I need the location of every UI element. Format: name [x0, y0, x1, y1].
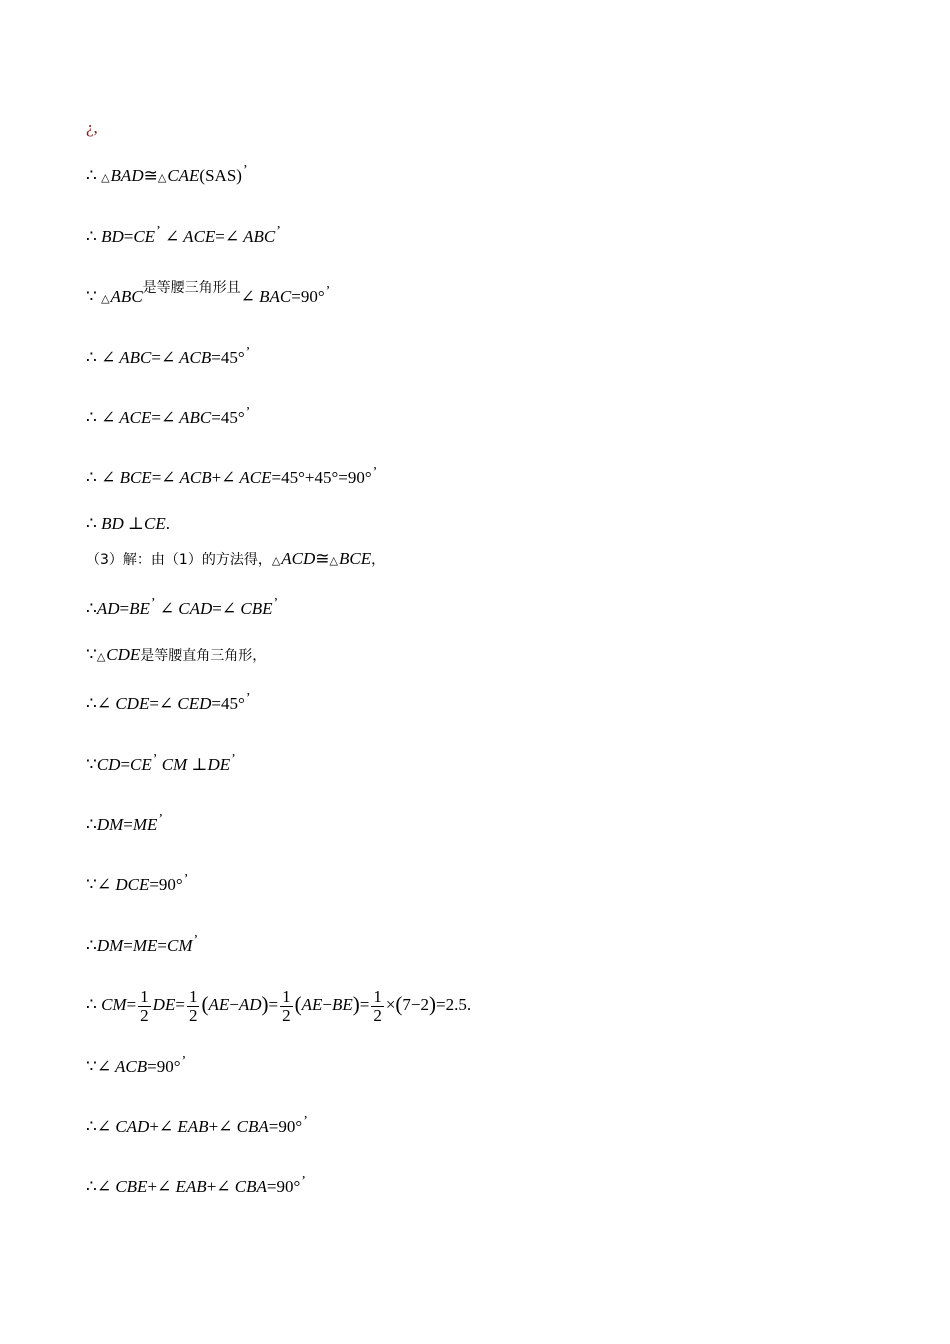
minus-sign: −: [229, 995, 239, 1014]
part-3-intro: （3）解：由（1）的方法得，: [86, 552, 272, 568]
therefore-symbol: ∴: [86, 936, 97, 955]
proof-line-5: ∴ ∠ ACE=∠ ABC=45°’: [86, 405, 251, 427]
angle-acb: ∠ ACB: [161, 468, 212, 487]
because-symbol: ∵: [86, 287, 97, 306]
angle-abc: ∠ ABC: [160, 408, 212, 427]
isosceles-text: 是等腰三角形且: [142, 280, 241, 296]
proof-line-15: ∴DM=ME=CM’: [86, 933, 199, 955]
triangle-icon: △: [271, 555, 281, 567]
angle-eab: ∠ EAB: [157, 1177, 207, 1196]
angle-cbe: ∠ CBE: [96, 1177, 148, 1196]
because-symbol: ∵: [86, 755, 97, 774]
perpendicular-symbol: ⊥: [191, 755, 208, 774]
proof-line-19: ∴∠ CBE+∠ EAB+∠ CBA=90°’: [86, 1174, 306, 1196]
angle-cad: ∠ CAD: [96, 1117, 150, 1136]
angle-value: 45°: [220, 348, 245, 367]
therefore-symbol: ∴: [86, 468, 97, 487]
segment-be: BE: [331, 995, 353, 1014]
therefore-symbol: ∴: [86, 694, 97, 713]
perpendicular-symbol: ⊥: [128, 514, 144, 533]
proof-line-7: [86, 514, 170, 534]
because-symbol: ∵: [86, 875, 97, 894]
angle-ced: ∠ CED: [158, 694, 212, 713]
therefore-symbol: ∴: [86, 348, 97, 367]
angle-acb: ∠ ACB: [160, 348, 212, 367]
therefore-symbol: ∴: [86, 227, 97, 246]
proof-line-13: ∴DM=ME’: [86, 812, 164, 834]
proof-line-17: ∵∠ ACB=90°’: [86, 1054, 187, 1076]
therefore-symbol: ∴: [86, 1177, 97, 1196]
triangle-bce: BCE: [339, 549, 372, 568]
period: .: [466, 995, 472, 1014]
triangle-cae: CAE: [167, 166, 200, 185]
congruent-symbol: ≅: [315, 549, 330, 568]
proof-line-1: ∴ △BAD≅△CAE(SAS)’: [86, 163, 248, 185]
angle-value: 90°: [278, 1117, 303, 1136]
segment-cd: CD: [96, 755, 121, 774]
therefore-symbol: ∴: [86, 995, 97, 1014]
segment-me: ME: [132, 815, 158, 834]
angle-abc: ∠ ABC: [101, 348, 152, 367]
segment-dm: DM: [96, 815, 124, 834]
segment-me: ME: [132, 936, 158, 955]
therefore-symbol: ∴: [86, 408, 97, 427]
proof-line-14: ∵∠ DCE=90°’: [86, 872, 189, 894]
angle-abc: ∠ ABC: [224, 227, 276, 246]
angle-ace: ∠ ACE: [165, 227, 216, 246]
therefore-symbol: ∴: [86, 1117, 97, 1136]
triangle-icon: △: [101, 293, 110, 305]
triangle-icon: △: [157, 172, 167, 184]
angle-sum: 45°+45°=90°: [281, 468, 372, 487]
angle-value: 90°: [156, 1057, 181, 1076]
proof-line-6: ∴ ∠ BCE=∠ ACB+∠ ACE=45°+45°=90°’: [86, 465, 378, 487]
angle-value: 90°: [158, 875, 183, 894]
fraction-half: $\frac{1}{2}$: [188, 986, 198, 1025]
because-symbol: ∵: [86, 1057, 97, 1076]
number-2: 2: [420, 995, 430, 1014]
angle-value: 90°: [276, 1177, 301, 1196]
fraction-half: $\frac{1}{2}$: [140, 986, 149, 1025]
angle-bac: ∠ BAC: [240, 287, 292, 306]
triangle-acd: ACD: [281, 549, 316, 568]
segment-de: DE: [152, 995, 176, 1014]
segment-cm: CM: [101, 995, 127, 1014]
triangle-cde: CDE: [106, 645, 141, 664]
angle-cad: ∠ CAD: [159, 599, 213, 618]
angle-cba: ∠ CBA: [216, 1177, 267, 1196]
proof-line-8: [86, 549, 385, 571]
segment-cm: CM: [167, 936, 193, 955]
because-symbol: ∵: [86, 645, 97, 664]
angle-cbe: ∠ CBE: [221, 599, 273, 618]
therefore-symbol: ∴: [86, 599, 97, 618]
stray-mark: ¿,: [86, 118, 98, 137]
angle-value: 45°: [221, 694, 245, 713]
segment-ad: AD: [238, 995, 262, 1014]
angle-eab: ∠ EAB: [158, 1117, 209, 1136]
proof-line-16: ∴ CM= $\frac{1}{2}$ DE= $\frac{1}{2}$ (AE−AD)= $\frac{1}{2}$ (AE−BE)= $\frac{1}{2}$ ×(7−2)=2.5.: [86, 986, 472, 1025]
segment-ad: AD: [96, 599, 120, 618]
segment-ce: CE: [130, 755, 152, 774]
angle-acb: ∠ ACB: [96, 1057, 148, 1076]
isosceles-right-text: 是等腰直角三角形，: [140, 648, 267, 664]
comma: ，: [371, 552, 386, 568]
angle-ace: ∠ ACE: [221, 468, 272, 487]
angle-cde: ∠ CDE: [96, 694, 150, 713]
segment-be: BE: [129, 599, 150, 618]
proof-line-10: [86, 645, 266, 667]
therefore-symbol: ∴: [86, 514, 97, 533]
proof-line-12: ∵CD=CE’ CM ⊥DE’: [86, 752, 236, 774]
proof-line-11: ∴∠ CDE=∠ CED=45°’: [86, 691, 251, 713]
minus-sign: −: [410, 995, 421, 1014]
angle-value: 90°: [300, 287, 325, 306]
triangle-icon: △: [101, 172, 110, 184]
segment-de: DE: [207, 755, 231, 774]
angle-value: 45°: [220, 408, 245, 427]
segment-ce: CE: [144, 514, 166, 533]
triangle-bad: BAD: [110, 166, 144, 185]
angle-ace: ∠ ACE: [101, 408, 152, 427]
therefore-symbol: ∴: [86, 815, 97, 834]
triangle-icon: △: [329, 555, 339, 567]
segment-bd: BD: [101, 514, 124, 533]
proof-line-4: ∴ ∠ ABC=∠ ACB=45°’: [86, 345, 251, 367]
proof-line-3: ∵ $\triangle ABC^{是等腰三角形且}\angle$ BAC=90°’: [86, 280, 331, 306]
segment-ce: CE: [133, 227, 156, 246]
angle-bce: ∠ BCE: [101, 468, 152, 487]
segment-bd: BD: [101, 227, 124, 246]
triangle-icon: △: [96, 651, 106, 663]
segment-dm: DM: [96, 936, 124, 955]
proof-line-2: ∴ BD=CE’ ∠ ACE=∠ ABC’: [86, 224, 281, 246]
triangle-abc: ABC: [110, 287, 143, 306]
segment-cm: CM: [161, 755, 188, 774]
proof-line-18: ∴∠ CAD+∠ EAB+∠ CBA=90°’: [86, 1114, 308, 1136]
number-7: 7: [402, 995, 411, 1014]
congruent-symbol: ≅: [143, 166, 158, 185]
therefore-symbol: ∴: [86, 166, 97, 185]
fraction-half: $\frac{1}{2}$: [282, 986, 291, 1025]
times-sign: ×: [385, 995, 396, 1014]
minus-sign: −: [322, 995, 332, 1014]
segment-ae: AE: [208, 995, 230, 1014]
equals-sign: =: [123, 227, 134, 246]
angle-cba: ∠ CBA: [218, 1117, 269, 1136]
proof-line-9: ∴AD=BE’ ∠ CAD=∠ CBE’: [86, 596, 279, 618]
angle-dce: ∠ DCE: [96, 875, 150, 894]
reason-sas: (SAS): [199, 166, 242, 185]
segment-ae: AE: [301, 995, 323, 1014]
result-value: 2.5: [445, 995, 467, 1014]
period: .: [165, 514, 170, 533]
fraction-half: $\frac{1}{2}$: [373, 986, 382, 1025]
